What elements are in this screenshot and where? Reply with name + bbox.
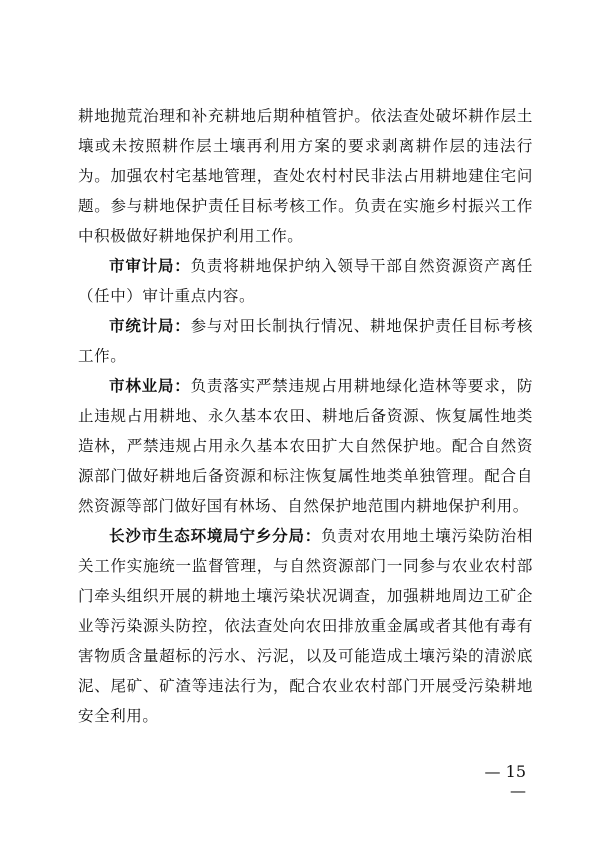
paragraph-body: 参与对田长制执行情况、耕地保护责任目标考核工作。: [78, 317, 533, 365]
paragraph-body: 耕地抛荒治理和补充耕地后期种植管护。依法查处破坏耕作层土壤或未按照耕作层土壤再利用方案的要求剥离耕作层的违法行为。加强农村宅基地管理，查处农村村民非法占用耕地建住宅问题。参与耕地保护责任目标考核工作。负责在实施乡村振兴工作中积极做好耕地保护利用工作。: [78, 107, 533, 245]
paragraph-heading: 市统计局：: [109, 317, 191, 335]
paragraph-cultivated-land-continued: [78, 101, 533, 251]
paragraph-audit-bureau: [78, 251, 533, 311]
paragraph-statistics-bureau: [78, 311, 533, 371]
paragraph-body: 负责将耕地保护纳入领导干部自然资源资产离任（任中）审计重点内容。: [78, 257, 533, 305]
paragraph-body: 负责对农用地土壤污染防治相关工作实施统一监督管理，与自然资源部门一同参与农业农村部门牵头组织开展的耕地土壤污染状况调查，加强耕地周边工矿企业等污染源头防控，依法查处向农田排放重金属或者其他有毒有害物质含量超标的污水、污泥，以及可能造成土壤污染的清淤底泥、尾矿、矿渣等违法行为，配合农业农村部门开展受污染耕地安全利用。: [78, 527, 533, 725]
body-text: [78, 101, 533, 731]
paragraph-heading: 长沙市生态环境局宁乡分局：: [109, 527, 322, 545]
paragraph-body: 负责落实严禁违规占用耕地绿化造林等要求，防止违规占用耕地、永久基本农田、耕地后备资源、恢复属性地类造林，严禁违规占用永久基本农田扩大自然保护地。配合自然资源部门做好耕地后备资源和标注恢复属性地类单独管理。配合自然资源等部门做好国有林场、自然保护地范围内耕地保护利用。: [78, 377, 533, 515]
paragraph-heading: 市审计局：: [109, 257, 191, 275]
paragraph-ecology-bureau: [78, 521, 533, 731]
paragraph-heading: 市林业局：: [109, 377, 191, 395]
page-number: — 15 —: [484, 762, 526, 800]
paragraph-forestry-bureau: [78, 371, 533, 521]
